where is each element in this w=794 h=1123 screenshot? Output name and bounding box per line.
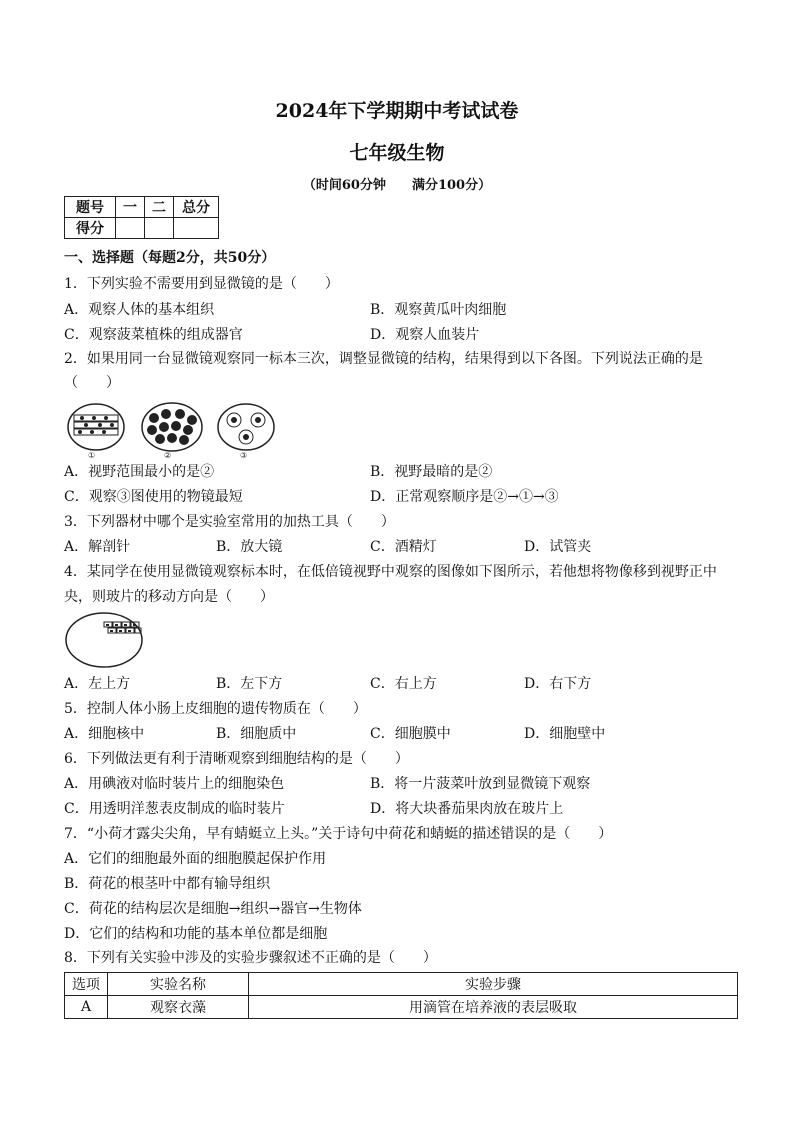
- option: A．观察人体的基本组织: [64, 302, 215, 318]
- option: B．观察黄瓜叶肉细胞: [370, 302, 507, 318]
- option: D．它们的结构和功能的基本单位都是细胞: [64, 926, 328, 942]
- option: D．右下方: [524, 676, 592, 692]
- option: D．正常观察顺序是②→①→③: [370, 489, 559, 505]
- option: A．解剖针: [64, 539, 131, 555]
- option: B．荷花的根茎叶中都有输导组织: [64, 876, 271, 892]
- option: B．将一片菠菜叶放到显微镜下观察: [370, 776, 591, 792]
- figure-label-3: ③: [240, 451, 248, 460]
- table-header-cell: 实验步骤: [249, 973, 738, 996]
- experiment-table: [64, 972, 738, 1019]
- option: A．它们的细胞最外面的细胞膜起保护作用: [64, 851, 327, 867]
- score-header-cell: 一: [116, 197, 145, 218]
- question-stem: 5．控制人体小肠上皮细胞的遗传物质在（ ）: [64, 701, 367, 717]
- question-stem: 2．如果用同一台显微镜观察同一标本三次，调整显微镜的结构，结果得到以下各图。下列说法正确的是: [64, 351, 703, 367]
- table-header-cell: 实验名称: [108, 973, 249, 996]
- table-row: [65, 996, 738, 1019]
- option: B．视野最暗的是②: [370, 464, 493, 480]
- score-cell: [116, 218, 145, 239]
- view-1-figure: [68, 404, 124, 450]
- score-cell: [145, 218, 174, 239]
- table-cell: A: [65, 996, 108, 1019]
- option: A．左上方: [64, 676, 131, 692]
- option: D．将大块番茄果肉放在玻片上: [370, 801, 564, 817]
- question-stem: 6．下列做法更有利于清晰观察到细胞结构的是（ ）: [64, 751, 409, 767]
- view-2-figure: [142, 403, 202, 451]
- question-stem-cont: 央，则玻片的移动方向是（ ）: [64, 589, 274, 605]
- score-header-cell: 题号: [65, 197, 116, 218]
- microscope-field-figure: [64, 610, 148, 670]
- option: C．观察菠菜植株的组成器官: [64, 327, 243, 343]
- table-cell: 观察衣藻: [108, 996, 249, 1019]
- score-table: [64, 196, 219, 239]
- option: C．用透明洋葱表皮制成的临时装片: [64, 801, 285, 817]
- option: B．左下方: [216, 676, 283, 692]
- option: C．观察③图使用的物镜最短: [64, 489, 243, 505]
- option: C．右上方: [370, 676, 437, 692]
- option: C．细胞膜中: [370, 726, 451, 742]
- question-stem: 4．某同学在使用显微镜观察标本时，在低倍镜视野中观察的图像如下图所示，若他想将物像移到视野正中: [64, 564, 717, 580]
- question-stem: 8．下列有关实验中涉及的实验步骤叙述不正确的是（ ）: [64, 950, 437, 966]
- score-cell: [174, 218, 219, 239]
- exam-time-info: （时间60分钟 满分100分）: [302, 178, 492, 193]
- option: D．试管夹: [524, 539, 592, 555]
- option: B．放大镜: [216, 539, 283, 555]
- question-stem-cont: （ ）: [64, 375, 120, 391]
- microscope-views-figure: [64, 400, 284, 460]
- option: C．酒精灯: [370, 539, 437, 555]
- view-3-figure: [218, 404, 274, 450]
- section-title: 一、选择题（每题2分，共50分）: [64, 250, 276, 266]
- table-header-cell: 选项: [65, 973, 108, 996]
- score-header-cell: 二: [145, 197, 174, 218]
- option: A．视野范围最小的是②: [64, 464, 215, 480]
- question-stem: 3．下列器材中哪个是实验室常用的加热工具（ ）: [64, 514, 395, 530]
- question-stem: 1．下列实验不需要用到显微镜的是（ ）: [64, 276, 339, 292]
- option: B．细胞质中: [216, 726, 297, 742]
- question-stem: 7．“小荷才露尖尖角，早有蜻蜓立上头。”关于诗句中荷花和蜻蜓的描述错误的是（ ）: [64, 826, 613, 842]
- option: A．细胞核中: [64, 726, 145, 742]
- score-row-label: 得分: [65, 218, 116, 239]
- figure-label-1: ①: [88, 451, 96, 460]
- option: A．用碘液对临时装片上的细胞染色: [64, 776, 285, 792]
- figure-label-2: ②: [164, 451, 172, 460]
- table-cell: 用滴管在培养液的表层吸取: [249, 996, 738, 1019]
- exam-subject: 七年级生物: [349, 142, 445, 164]
- option: C．荷花的结构层次是细胞→组织→器官→生物体: [64, 901, 362, 917]
- score-header-cell: 总分: [174, 197, 219, 218]
- option: D．观察人血装片: [370, 327, 480, 343]
- exam-title: 2024年下学期期中考试试卷: [275, 100, 519, 122]
- option: D．细胞壁中: [524, 726, 606, 742]
